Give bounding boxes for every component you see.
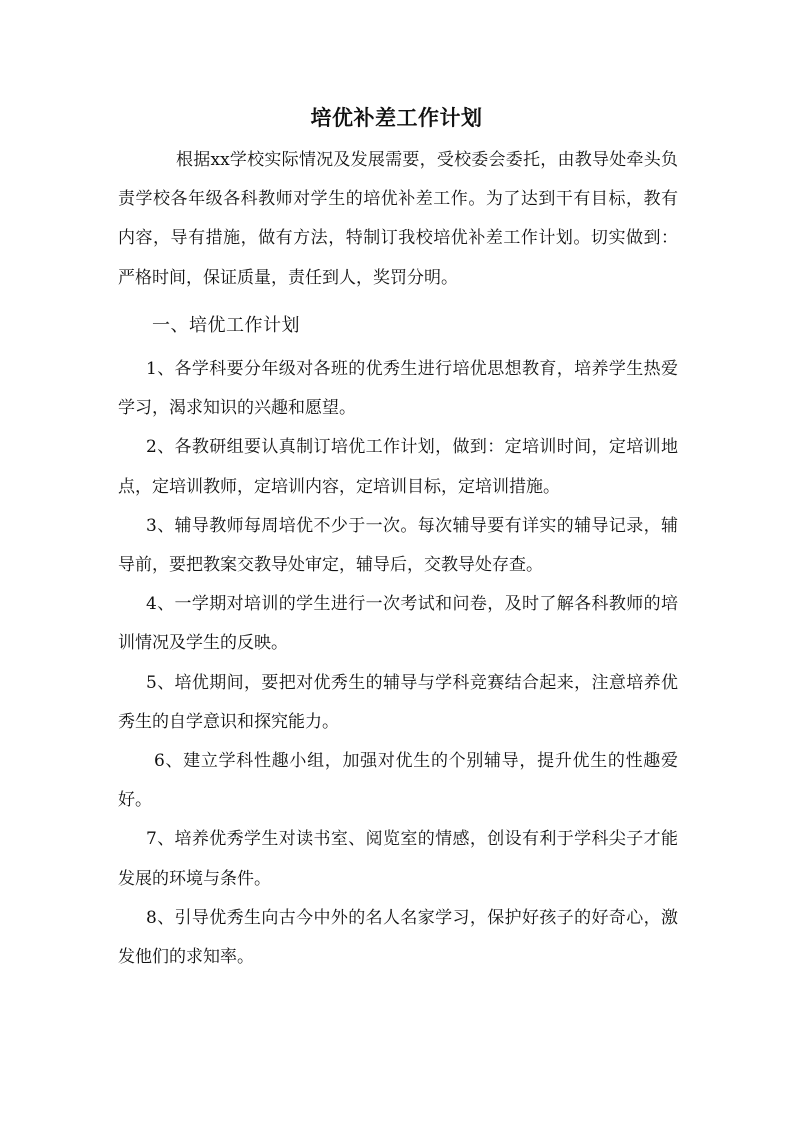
plan-item-2: 2、各教研组要认真制订培优工作计划，做到：定培训时间，定培训地点，定培训教师，定培训内容，定培训目标，定培训措施。 [118,437,678,497]
document-title: 培优补差工作计划 [310,106,483,130]
section-heading: 一、培优工作计划 [152,315,300,336]
intro-paragraph: 根据xx学校实际情况及发展需要，受校委会委托，由教导处牵头负责学校各年级各科教师对学生的培优补差工作。为了达到干有目标，教有内容，导有措施，做有方法，特制订我校培优补差工作计划。切实做到：严格时间，保证质量，责任到人，奖罚分明。 [118,150,678,288]
plan-item-6: 6、建立学科性趣小组，加强对优生的个别辅导，提升优生的性趣爱好。 [118,751,678,811]
plan-items-list [118,350,678,977]
plan-item-3: 3、辅导教师每周培优不少于一次。每次辅导要有详实的辅导记录，辅导前，要把教案交教导处审定，辅导后，交教导处存查。 [118,515,678,576]
plan-item-8: 8、引导优秀生向古今中外的名人名家学习，保护好孩子的好奇心，激发他们的求知率。 [118,907,678,968]
plan-item-4: 4、一学期对培训的学生进行一次考试和问卷，及时了解各科教师的培训情况及学生的反映。 [118,594,678,654]
plan-item-7: 7、培养优秀学生对读书室、阅览室的情感，创设有利于学科尖子才能发展的环境与条件。 [118,829,678,889]
plan-item-1: 1、各学科要分年级对各班的优秀生进行培优思想教育，培养学生热爱学习，渴求知识的兴趣和愿望。 [118,359,678,419]
plan-item-5: 5、培优期间，要把对优秀生的辅导与学科竞赛结合起来，注意培养优秀生的自学意识和探究能力。 [118,672,678,732]
